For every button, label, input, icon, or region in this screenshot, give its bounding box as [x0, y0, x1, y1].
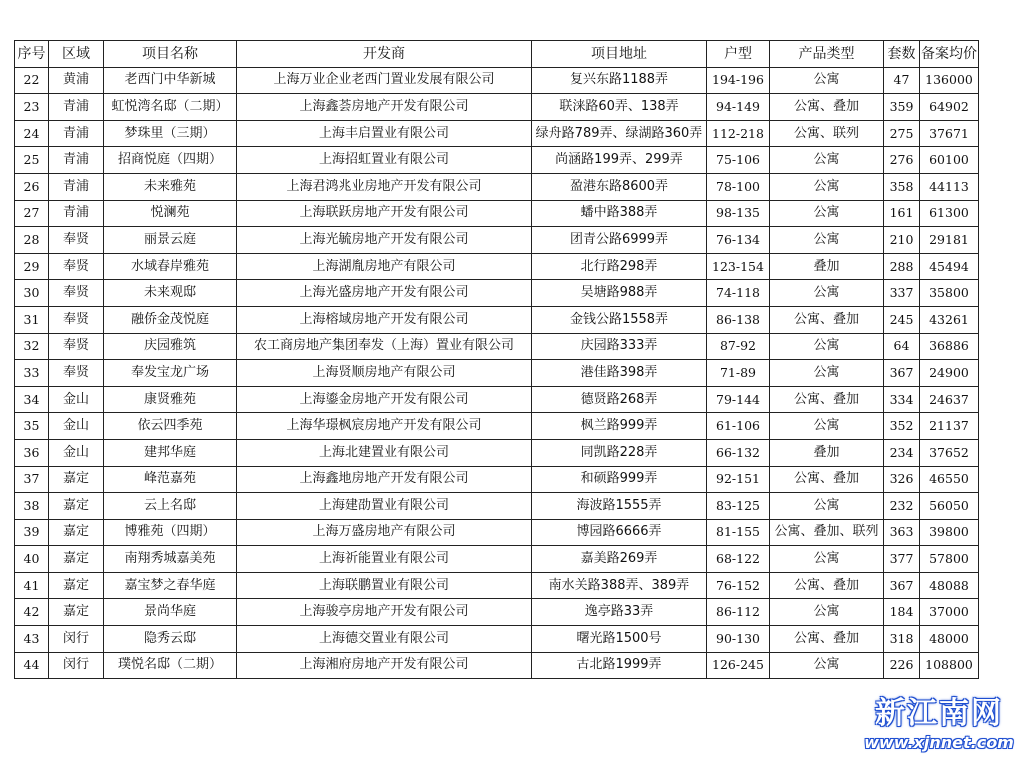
cell-address: 联涞路60弄、138弄 [532, 94, 707, 121]
table-row [15, 306, 979, 333]
cell-average-price: 46550 [920, 466, 979, 493]
cell-district: 嘉定 [49, 519, 104, 546]
cell-index: 39 [15, 519, 49, 546]
table-row [15, 67, 979, 94]
cell-unit-size: 75-106 [707, 147, 770, 174]
cell-district: 青浦 [49, 173, 104, 200]
cell-unit-size: 94-149 [707, 94, 770, 121]
cell-average-price: 43261 [920, 306, 979, 333]
header-developer: 开发商 [237, 41, 532, 68]
cell-unit-size: 71-89 [707, 360, 770, 387]
cell-index: 22 [15, 67, 49, 94]
cell-average-price: 37652 [920, 439, 979, 466]
cell-index: 24 [15, 120, 49, 147]
cell-unit-count: 367 [884, 360, 920, 387]
cell-unit-size: 194-196 [707, 67, 770, 94]
cell-project-name: 依云四季苑 [104, 413, 237, 440]
cell-developer: 上海丰启置业有限公司 [237, 120, 532, 147]
cell-product-type: 公寓 [770, 413, 884, 440]
cell-unit-size: 66-132 [707, 439, 770, 466]
cell-index: 33 [15, 360, 49, 387]
cell-product-type: 公寓 [770, 147, 884, 174]
cell-unit-count: 275 [884, 120, 920, 147]
cell-project-name: 招商悦庭（四期） [104, 147, 237, 174]
cell-unit-count: 226 [884, 652, 920, 679]
cell-unit-size: 126-245 [707, 652, 770, 679]
cell-average-price: 37671 [920, 120, 979, 147]
cell-developer: 上海鑫荟房地产开发有限公司 [237, 94, 532, 121]
cell-project-name: 嘉宝梦之春华庭 [104, 572, 237, 599]
cell-product-type: 公寓 [770, 280, 884, 307]
cell-product-type: 叠加 [770, 253, 884, 280]
cell-district: 嘉定 [49, 572, 104, 599]
cell-index: 35 [15, 413, 49, 440]
cell-unit-count: 318 [884, 626, 920, 653]
cell-address: 尚涵路199弄、299弄 [532, 147, 707, 174]
cell-developer: 上海万业企业老西门置业发展有限公司 [237, 67, 532, 94]
cell-project-name: 南翔秀城嘉美苑 [104, 546, 237, 573]
housing-registration-table [14, 40, 979, 679]
cell-unit-count: 276 [884, 147, 920, 174]
cell-project-name: 云上名邸 [104, 493, 237, 520]
cell-average-price: 24900 [920, 360, 979, 387]
cell-address: 港佳路398弄 [532, 360, 707, 387]
cell-unit-count: 352 [884, 413, 920, 440]
cell-district: 青浦 [49, 120, 104, 147]
cell-unit-count: 161 [884, 200, 920, 227]
cell-district: 金山 [49, 439, 104, 466]
cell-project-name: 丽景云庭 [104, 227, 237, 254]
cell-average-price: 21137 [920, 413, 979, 440]
cell-average-price: 37000 [920, 599, 979, 626]
cell-district: 金山 [49, 413, 104, 440]
cell-developer: 上海光毓房地产开发有限公司 [237, 227, 532, 254]
cell-unit-count: 232 [884, 493, 920, 520]
cell-index: 34 [15, 386, 49, 413]
cell-unit-size: 98-135 [707, 200, 770, 227]
cell-project-name: 未来观邸 [104, 280, 237, 307]
site-watermark [864, 696, 1014, 762]
cell-unit-count: 359 [884, 94, 920, 121]
header-unit-count: 套数 [884, 41, 920, 68]
cell-unit-count: 337 [884, 280, 920, 307]
cell-unit-count: 363 [884, 519, 920, 546]
cell-index: 25 [15, 147, 49, 174]
cell-index: 38 [15, 493, 49, 520]
cell-address: 金钱公路1558弄 [532, 306, 707, 333]
cell-unit-size: 74-118 [707, 280, 770, 307]
cell-developer: 上海君鸿兆业房地产开发有限公司 [237, 173, 532, 200]
table-row [15, 626, 979, 653]
table-row [15, 519, 979, 546]
table-row [15, 360, 979, 387]
cell-district: 青浦 [49, 147, 104, 174]
header-district: 区域 [49, 41, 104, 68]
cell-address: 北行路298弄 [532, 253, 707, 280]
table-header-row [15, 41, 979, 68]
cell-product-type: 公寓、叠加 [770, 306, 884, 333]
cell-average-price: 60100 [920, 147, 979, 174]
cell-project-name: 璞悦名邸（二期） [104, 652, 237, 679]
cell-unit-count: 326 [884, 466, 920, 493]
cell-district: 闵行 [49, 652, 104, 679]
cell-developer: 上海祈能置业有限公司 [237, 546, 532, 573]
cell-product-type: 公寓 [770, 599, 884, 626]
cell-district: 青浦 [49, 200, 104, 227]
cell-unit-count: 358 [884, 173, 920, 200]
cell-project-name: 虹悦湾名邸（二期） [104, 94, 237, 121]
cell-project-name: 悦澜苑 [104, 200, 237, 227]
cell-developer: 上海招虹置业有限公司 [237, 147, 532, 174]
cell-project-name: 梦珠里（三期） [104, 120, 237, 147]
cell-district: 青浦 [49, 94, 104, 121]
cell-index: 44 [15, 652, 49, 679]
cell-product-type: 公寓、叠加 [770, 386, 884, 413]
table-row [15, 333, 979, 360]
header-unit-size: 户型 [707, 41, 770, 68]
cell-project-name: 老西门中华新城 [104, 67, 237, 94]
cell-address: 蟠中路388弄 [532, 200, 707, 227]
cell-developer: 上海光盛房地产开发有限公司 [237, 280, 532, 307]
cell-project-name: 水域春岸雅苑 [104, 253, 237, 280]
cell-index: 43 [15, 626, 49, 653]
table-row [15, 253, 979, 280]
cell-product-type: 公寓、联列 [770, 120, 884, 147]
cell-address: 古北路1999弄 [532, 652, 707, 679]
table-row [15, 439, 979, 466]
cell-district: 嘉定 [49, 546, 104, 573]
cell-average-price: 45494 [920, 253, 979, 280]
table-row [15, 386, 979, 413]
cell-product-type: 公寓、叠加 [770, 466, 884, 493]
cell-product-type: 公寓 [770, 652, 884, 679]
cell-product-type: 公寓 [770, 546, 884, 573]
cell-unit-size: 123-154 [707, 253, 770, 280]
cell-unit-size: 76-134 [707, 227, 770, 254]
cell-project-name: 景尚华庭 [104, 599, 237, 626]
cell-developer: 上海联跃房地产开发有限公司 [237, 200, 532, 227]
cell-address: 逸亭路33弄 [532, 599, 707, 626]
cell-average-price: 48000 [920, 626, 979, 653]
table-row [15, 466, 979, 493]
cell-unit-size: 83-125 [707, 493, 770, 520]
cell-unit-count: 245 [884, 306, 920, 333]
cell-average-price: 29181 [920, 227, 979, 254]
cell-unit-size: 79-144 [707, 386, 770, 413]
cell-average-price: 24637 [920, 386, 979, 413]
cell-unit-size: 90-130 [707, 626, 770, 653]
cell-unit-size: 68-122 [707, 546, 770, 573]
cell-district: 奉贤 [49, 360, 104, 387]
cell-address: 绿舟路789弄、绿湖路360弄 [532, 120, 707, 147]
table-row [15, 413, 979, 440]
cell-project-name: 峰范嘉苑 [104, 466, 237, 493]
cell-address: 和硕路999弄 [532, 466, 707, 493]
cell-average-price: 136000 [920, 67, 979, 94]
cell-district: 嘉定 [49, 599, 104, 626]
cell-index: 40 [15, 546, 49, 573]
cell-project-name: 博雅苑（四期） [104, 519, 237, 546]
cell-developer: 上海德交置业有限公司 [237, 626, 532, 653]
cell-average-price: 39800 [920, 519, 979, 546]
cell-product-type: 公寓、叠加 [770, 626, 884, 653]
table-row [15, 227, 979, 254]
cell-average-price: 35800 [920, 280, 979, 307]
table-row [15, 173, 979, 200]
cell-project-name: 奉发宝龙广场 [104, 360, 237, 387]
cell-average-price: 36886 [920, 333, 979, 360]
cell-address: 庆园路333弄 [532, 333, 707, 360]
cell-address: 德贤路268弄 [532, 386, 707, 413]
cell-district: 金山 [49, 386, 104, 413]
cell-unit-count: 210 [884, 227, 920, 254]
cell-address: 复兴东路1188弄 [532, 67, 707, 94]
cell-product-type: 叠加 [770, 439, 884, 466]
cell-address: 团青公路6999弄 [532, 227, 707, 254]
cell-district: 奉贤 [49, 280, 104, 307]
table-row [15, 200, 979, 227]
header-index: 序号 [15, 41, 49, 68]
cell-average-price: 57800 [920, 546, 979, 573]
header-address: 项目地址 [532, 41, 707, 68]
cell-unit-size: 76-152 [707, 572, 770, 599]
table-body [15, 67, 979, 679]
cell-unit-size: 61-106 [707, 413, 770, 440]
cell-index: 36 [15, 439, 49, 466]
cell-district: 奉贤 [49, 333, 104, 360]
cell-unit-size: 86-138 [707, 306, 770, 333]
cell-index: 26 [15, 173, 49, 200]
cell-unit-count: 64 [884, 333, 920, 360]
cell-developer: 上海万盛房地产有限公司 [237, 519, 532, 546]
cell-project-name: 隐秀云邸 [104, 626, 237, 653]
cell-unit-size: 87-92 [707, 333, 770, 360]
cell-district: 奉贤 [49, 253, 104, 280]
cell-product-type: 公寓、叠加 [770, 572, 884, 599]
cell-project-name: 未来雅苑 [104, 173, 237, 200]
cell-developer: 上海湖胤房地产有限公司 [237, 253, 532, 280]
cell-index: 29 [15, 253, 49, 280]
cell-district: 奉贤 [49, 306, 104, 333]
header-average-price: 备案均价 [920, 41, 979, 68]
cell-address: 枫兰路999弄 [532, 413, 707, 440]
cell-index: 27 [15, 200, 49, 227]
table-row [15, 652, 979, 679]
cell-unit-count: 47 [884, 67, 920, 94]
cell-index: 28 [15, 227, 49, 254]
cell-average-price: 48088 [920, 572, 979, 599]
cell-product-type: 公寓 [770, 67, 884, 94]
cell-address: 海波路1555弄 [532, 493, 707, 520]
table-row [15, 493, 979, 520]
cell-unit-size: 112-218 [707, 120, 770, 147]
cell-project-name: 康贤雅苑 [104, 386, 237, 413]
cell-project-name: 庆园雅筑 [104, 333, 237, 360]
cell-district: 黄浦 [49, 67, 104, 94]
table-row [15, 147, 979, 174]
cell-developer: 上海联鹏置业有限公司 [237, 572, 532, 599]
watermark-url: www.xjnnet.com [864, 733, 1014, 752]
cell-address: 盈港东路8600弄 [532, 173, 707, 200]
cell-index: 23 [15, 94, 49, 121]
cell-unit-size: 81-155 [707, 519, 770, 546]
header-product-type: 产品类型 [770, 41, 884, 68]
cell-index: 30 [15, 280, 49, 307]
cell-product-type: 公寓、叠加、联列 [770, 519, 884, 546]
cell-address: 南水关路388弄、389弄 [532, 572, 707, 599]
cell-index: 41 [15, 572, 49, 599]
cell-developer: 上海建劭置业有限公司 [237, 493, 532, 520]
cell-district: 闵行 [49, 626, 104, 653]
cell-address: 博园路6666弄 [532, 519, 707, 546]
cell-index: 42 [15, 599, 49, 626]
cell-unit-size: 86-112 [707, 599, 770, 626]
cell-district: 奉贤 [49, 227, 104, 254]
cell-developer: 上海鑫地房地产开发有限公司 [237, 466, 532, 493]
cell-developer: 上海华璟枫宸房地产开发有限公司 [237, 413, 532, 440]
cell-developer: 上海湘府房地产开发有限公司 [237, 652, 532, 679]
cell-developer: 上海骏亭房地产开发有限公司 [237, 599, 532, 626]
cell-unit-count: 184 [884, 599, 920, 626]
cell-address: 嘉美路269弄 [532, 546, 707, 573]
cell-district: 嘉定 [49, 466, 104, 493]
cell-index: 31 [15, 306, 49, 333]
table-row [15, 120, 979, 147]
cell-unit-count: 377 [884, 546, 920, 573]
cell-product-type: 公寓 [770, 227, 884, 254]
cell-product-type: 公寓 [770, 333, 884, 360]
cell-project-name: 融侨金茂悦庭 [104, 306, 237, 333]
cell-unit-count: 367 [884, 572, 920, 599]
cell-product-type: 公寓、叠加 [770, 94, 884, 121]
cell-address: 吴塘路988弄 [532, 280, 707, 307]
cell-average-price: 56050 [920, 493, 979, 520]
table-row [15, 280, 979, 307]
cell-address: 曙光路1500号 [532, 626, 707, 653]
cell-product-type: 公寓 [770, 200, 884, 227]
header-project-name: 项目名称 [104, 41, 237, 68]
cell-developer: 上海榕域房地产开发有限公司 [237, 306, 532, 333]
table-row [15, 546, 979, 573]
cell-average-price: 64902 [920, 94, 979, 121]
cell-product-type: 公寓 [770, 173, 884, 200]
cell-unit-size: 92-151 [707, 466, 770, 493]
cell-unit-count: 334 [884, 386, 920, 413]
cell-average-price: 44113 [920, 173, 979, 200]
cell-average-price: 61300 [920, 200, 979, 227]
cell-project-name: 建邦华庭 [104, 439, 237, 466]
watermark-title: 新江南网 [875, 696, 1003, 731]
cell-district: 嘉定 [49, 493, 104, 520]
cell-developer: 农工商房地产集团奉发（上海）置业有限公司 [237, 333, 532, 360]
cell-address: 同凯路228弄 [532, 439, 707, 466]
cell-product-type: 公寓 [770, 360, 884, 387]
cell-index: 37 [15, 466, 49, 493]
table-row [15, 572, 979, 599]
cell-unit-size: 78-100 [707, 173, 770, 200]
cell-developer: 上海北建置业有限公司 [237, 439, 532, 466]
cell-developer: 上海鎏金房地产开发有限公司 [237, 386, 532, 413]
cell-average-price: 108800 [920, 652, 979, 679]
cell-developer: 上海贤顺房地产有限公司 [237, 360, 532, 387]
table-row [15, 94, 979, 121]
cell-unit-count: 234 [884, 439, 920, 466]
cell-index: 32 [15, 333, 49, 360]
table-row [15, 599, 979, 626]
cell-unit-count: 288 [884, 253, 920, 280]
cell-product-type: 公寓 [770, 493, 884, 520]
